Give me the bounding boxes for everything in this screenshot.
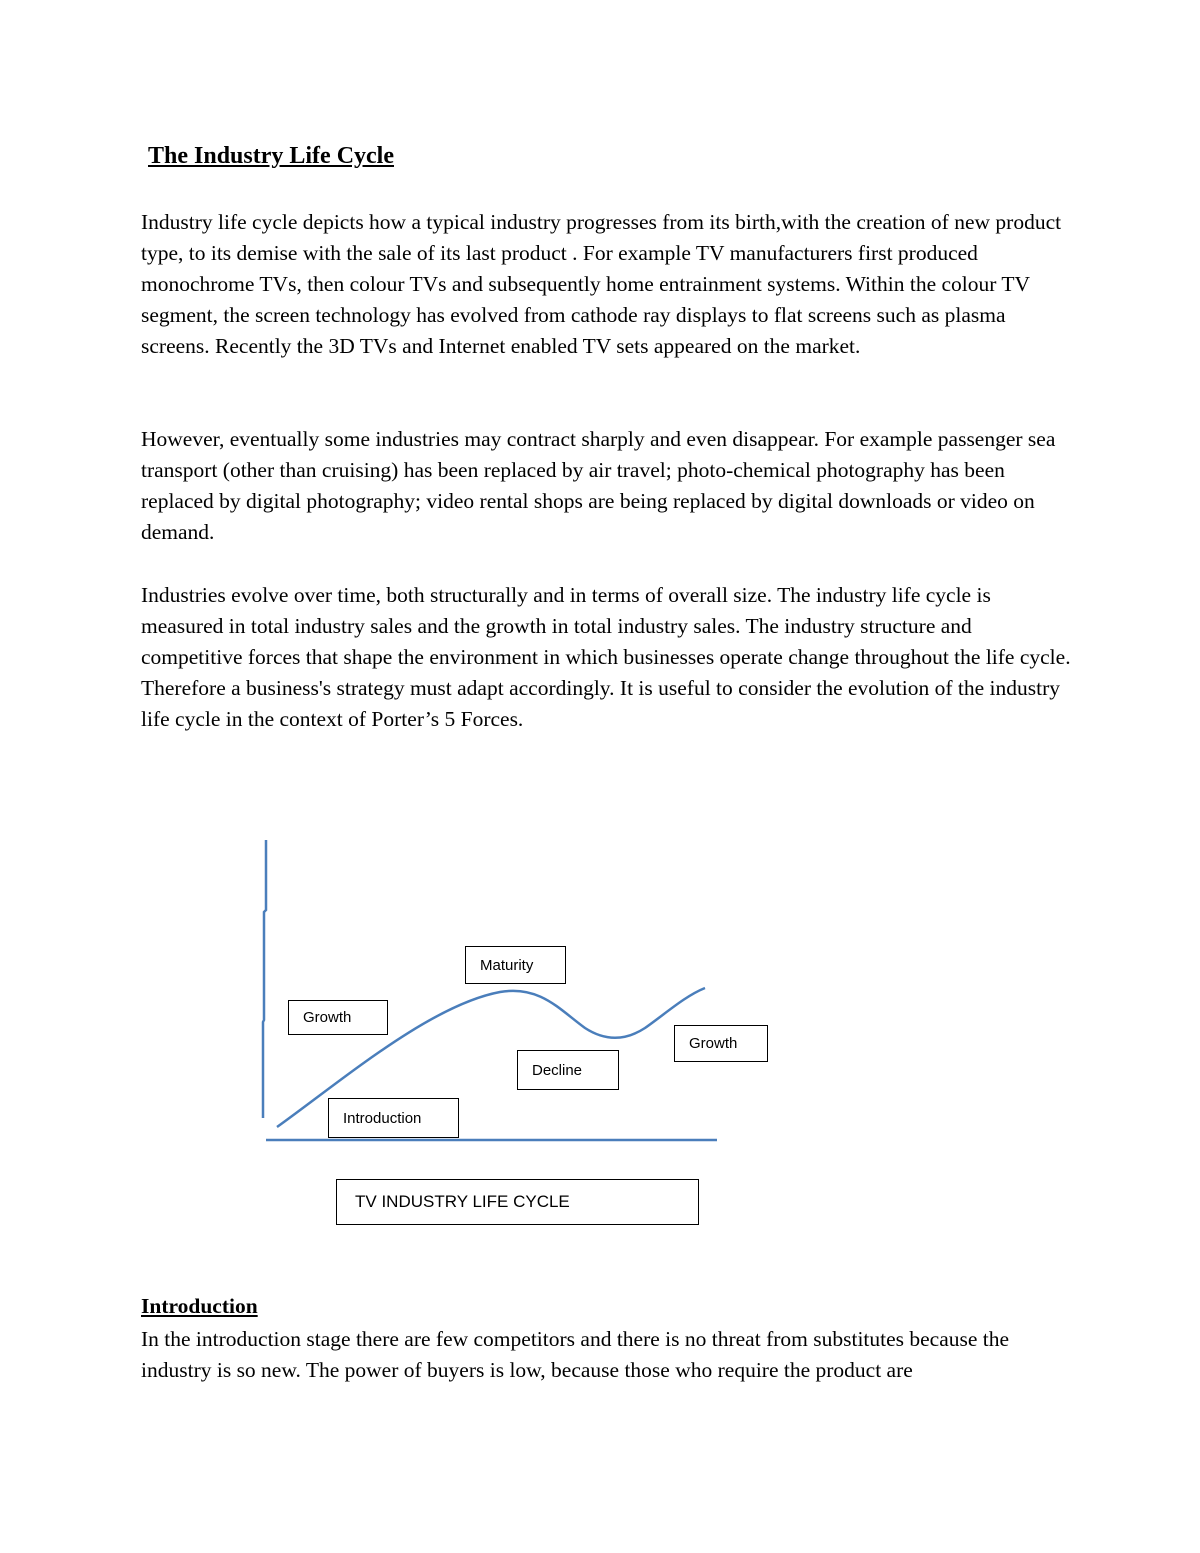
label-growth-left: Growth [288, 1000, 388, 1035]
label-maturity: Maturity [465, 946, 566, 984]
diagram-caption: TV INDUSTRY LIFE CYCLE [336, 1179, 699, 1225]
y-axis [263, 840, 266, 1118]
paragraph-industry-decline: However, eventually some industries may contract sharply and even disappear. For example passenger sea transport (other than cruising) has been replaced by air travel; photo-chemical photography has been replaced by digital photography; video rental shops are being replaced by digital downloads or video on demand. [141, 427, 1056, 544]
label-introduction: Introduction [328, 1098, 459, 1138]
document-title: The Industry Life Cycle [148, 143, 394, 169]
section-heading-introduction: Introduction [141, 1294, 258, 1318]
paragraph-industry-life-cycle-definition: Industry life cycle depicts how a typical industry progresses from its birth,with the creation of new product type, to its demise with the sale of its last product . For example TV manufacturers first produced monochrome TVs, then colour TVs and subsequently home entrainment systems. Within the colour TV segment, the screen technology has evolved from cathode ray displays to flat screens such as plasma screens. Recently the 3D TVs and Internet enabled TV sets appeared on the market. [141, 210, 1062, 358]
paragraph-industry-evolution: Industries evolve over time, both structurally and in terms of overall size. The industry life cycle is measured in total industry sales and the growth in total industry sales. The industry structure and competitive forces that shape the environment in which businesses operate change throughout the life cycle. Therefore a business's strategy must adapt accordingly. It is useful to consider the evolution of the industry life cycle in the context of Porter’s 5 Forces. [141, 583, 1071, 731]
label-decline: Decline [517, 1050, 619, 1090]
paragraph-introduction-stage: In the introduction stage there are few competitors and there is no threat from substitutes because the industry is so new. The power of buyers is low, because those who require the product are [141, 1327, 1010, 1382]
life-cycle-diagram [0, 800, 1200, 1260]
label-growth-right: Growth [674, 1025, 768, 1062]
